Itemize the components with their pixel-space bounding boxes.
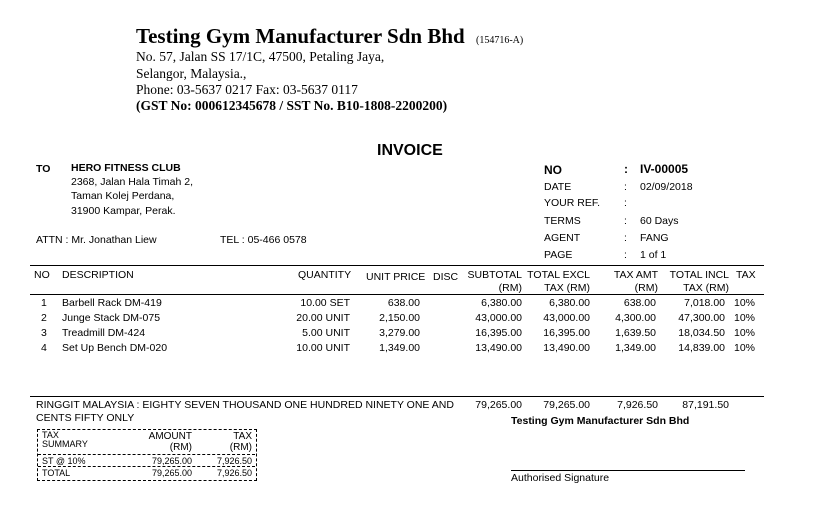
customer-address-line2: Taman Kolej Perdana, — [71, 190, 175, 202]
meta-colon: : — [624, 215, 627, 227]
item-description: Set Up Bench DM-020 — [62, 342, 168, 354]
amount-in-words-line1: RINGGIT MALAYSIA : EIGHTY SEVEN THOUSAND ONE HUNDRED NINETY ONE AND — [36, 399, 454, 411]
meta-label: PAGE — [544, 249, 573, 261]
item-no: 3 — [41, 327, 47, 339]
tax-summary-divider — [38, 466, 255, 467]
meta-label: YOUR REF. — [544, 197, 601, 209]
col-tax-amt: TAX AMT — [613, 269, 658, 281]
tax-summary-tax-unit: (RM) — [229, 442, 252, 453]
tax-summary-row-amount: 79,265.00 — [151, 468, 192, 478]
terms: 60 Days — [640, 215, 679, 227]
item-tax: 10% — [734, 297, 756, 309]
meta-colon: : — [624, 232, 627, 244]
attn: ATTN : Mr. Jonathan Liew — [36, 234, 157, 246]
document-title: INVOICE — [377, 142, 443, 159]
item-total-excl: 16,395.00 — [543, 327, 590, 339]
telephone: TEL : 05-466 0578 — [220, 234, 307, 246]
col-total-excl: TOTAL EXCL — [527, 269, 590, 281]
item-description: Treadmill DM-424 — [62, 327, 146, 339]
company-gst: (GST No: 000612345678 / SST No. B10-1808-2200200) — [136, 98, 448, 113]
tax-summary-row-label: ST @ 10% — [42, 456, 86, 466]
col-total-incl: TOTAL INCL — [669, 269, 729, 281]
item-no: 2 — [41, 312, 47, 324]
to-label: TO — [36, 163, 51, 175]
col-unit-price: UNIT PRICE — [366, 271, 426, 283]
tax-summary-row-amount: 79,265.00 — [151, 456, 192, 466]
customer-name: HERO FITNESS CLUB — [71, 162, 181, 174]
meta-colon: : — [624, 197, 627, 209]
item-total-incl: 7,018.00 — [684, 297, 725, 309]
item-total-excl: 13,490.00 — [543, 342, 590, 354]
company-reg-no: (154716-A) — [476, 35, 524, 46]
tax-summary-head: TAX — [42, 430, 59, 440]
item-tax: 10% — [734, 342, 756, 354]
company-name: Testing Gym Manufacturer Sdn Bhd — [136, 24, 465, 48]
item-tax-amt: 638.00 — [623, 297, 656, 309]
tax-summary-amount-head: AMOUNT — [148, 431, 192, 442]
company-phone-fax: Phone: 03-5637 0217 Fax: 03-5637 0117 — [136, 82, 358, 97]
item-description: Junge Stack DM-075 — [62, 312, 161, 324]
table-header-rule — [30, 294, 764, 295]
item-tax-amt: 1,349.00 — [615, 342, 656, 354]
tax-summary-tax-head: TAX — [233, 431, 252, 442]
signature-company: Testing Gym Manufacturer Sdn Bhd — [511, 415, 690, 427]
item-tax: 10% — [734, 327, 756, 339]
invoice-date: 02/09/2018 — [640, 181, 693, 193]
agent: FANG — [640, 232, 669, 244]
col-tax: TAX — [736, 269, 756, 281]
customer-address-line1: 2368, Jalan Hala Timah 2, — [71, 176, 193, 188]
item-total-incl: 14,839.00 — [678, 342, 725, 354]
tax-summary-divider — [38, 454, 255, 455]
item-description: Barbell Rack DM-419 — [62, 297, 162, 309]
meta-label: AGENT — [544, 232, 581, 244]
totals-rule — [30, 396, 764, 397]
company-address-line1: No. 57, Jalan SS 17/1C, 47500, Petaling Jaya, — [136, 49, 385, 64]
meta-colon: : — [624, 249, 627, 261]
total-tax-amt: 7,926.50 — [617, 399, 658, 411]
col-total-excl-unit: TAX (RM) — [544, 282, 590, 294]
item-quantity: 20.00 UNIT — [296, 312, 350, 324]
col-disc: DISC — [433, 271, 459, 283]
tax-summary-row-tax: 7,926.50 — [216, 468, 252, 478]
item-unit-price: 3,279.00 — [379, 327, 420, 339]
tax-summary-head: SUMMARY — [42, 439, 88, 449]
col-subtotal-unit: (RM) — [498, 282, 522, 294]
tax-summary-amount-unit: (RM) — [169, 442, 192, 453]
company-address-line2: Selangor, Malaysia., — [136, 66, 247, 81]
col-tax-amt-unit: (RM) — [634, 282, 658, 294]
meta-colon: : — [624, 181, 627, 193]
page-number: 1 of 1 — [640, 249, 667, 261]
item-total-incl: 47,300.00 — [678, 312, 725, 324]
item-total-excl: 6,380.00 — [549, 297, 590, 309]
customer-address-line3: 31900 Kampar, Perak. — [71, 205, 176, 217]
item-no: 1 — [41, 297, 47, 309]
col-description: DESCRIPTION — [62, 269, 134, 281]
total-incl-tax: 87,191.50 — [682, 399, 729, 411]
signature-line — [511, 470, 745, 471]
col-no: NO — [34, 269, 50, 281]
col-total-incl-unit: TAX (RM) — [683, 282, 729, 294]
item-total-incl: 18,034.50 — [678, 327, 725, 339]
total-subtotal: 79,265.00 — [475, 399, 522, 411]
meta-colon: : — [624, 162, 628, 176]
item-quantity: 10.00 UNIT — [296, 342, 350, 354]
meta-label: TERMS — [544, 215, 581, 227]
table-top-rule — [30, 265, 764, 266]
col-subtotal: SUBTOTAL — [467, 269, 522, 281]
invoice-number: IV-00005 — [640, 162, 689, 176]
item-unit-price: 638.00 — [387, 297, 420, 309]
signature-label: Authorised Signature — [511, 472, 610, 484]
item-subtotal: 6,380.00 — [481, 297, 522, 309]
item-quantity: 5.00 UNIT — [302, 327, 350, 339]
item-tax: 10% — [734, 312, 756, 324]
item-subtotal: 43,000.00 — [475, 312, 522, 324]
item-total-excl: 43,000.00 — [543, 312, 590, 324]
item-tax-amt: 1,639.50 — [615, 327, 656, 339]
total-excl-tax: 79,265.00 — [543, 399, 590, 411]
col-quantity: QUANTITY — [298, 269, 352, 281]
item-tax-amt: 4,300.00 — [615, 312, 656, 324]
meta-label: DATE — [544, 181, 572, 193]
tax-summary-row-tax: 7,926.50 — [216, 456, 252, 466]
amount-in-words-line2: CENTS FIFTY ONLY — [36, 412, 135, 424]
item-unit-price: 1,349.00 — [379, 342, 420, 354]
item-quantity: 10.00 SET — [300, 297, 350, 309]
item-subtotal: 16,395.00 — [475, 327, 522, 339]
item-unit-price: 2,150.00 — [379, 312, 420, 324]
tax-summary-row-label: TOTAL — [42, 468, 71, 478]
meta-label: NO — [544, 163, 562, 177]
item-no: 4 — [41, 342, 47, 354]
item-subtotal: 13,490.00 — [475, 342, 522, 354]
